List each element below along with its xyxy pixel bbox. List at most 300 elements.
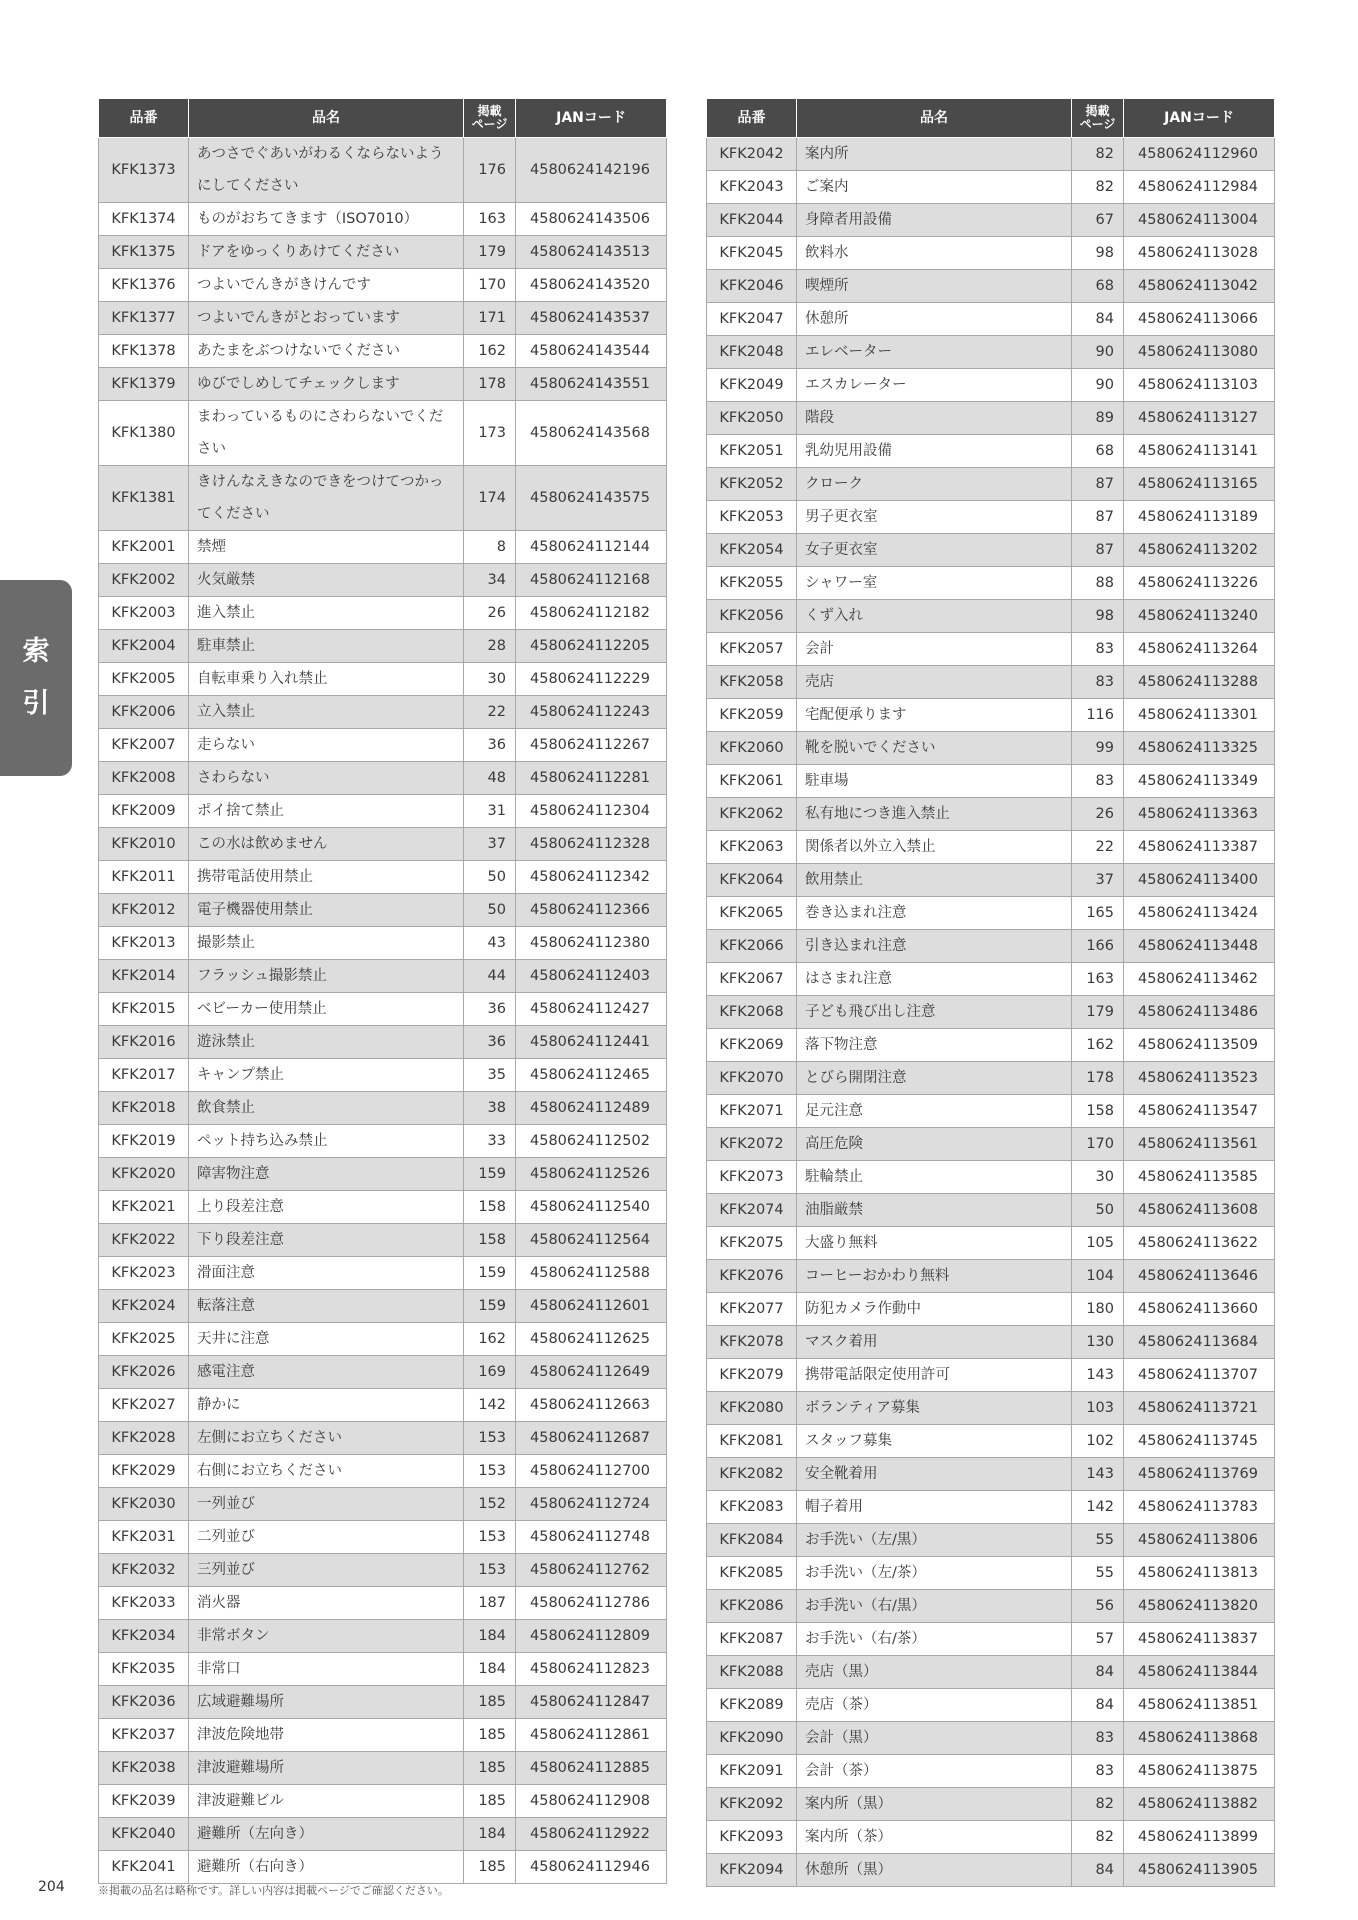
table-row — [99, 1224, 667, 1257]
item-jan: 4580624113769 — [1124, 1458, 1275, 1491]
item-name: 携帯電話限定使用許可 — [797, 1359, 1072, 1392]
item-jan: 4580624143537 — [516, 302, 667, 335]
item-code: KFK2009 — [99, 795, 189, 828]
item-page: 185 — [464, 1719, 516, 1752]
item-jan: 4580624113400 — [1124, 864, 1275, 897]
item-jan: 4580624142196 — [516, 138, 667, 203]
item-code: KFK2015 — [99, 993, 189, 1026]
item-jan: 4580624112465 — [516, 1059, 667, 1092]
table-header-row — [99, 99, 667, 138]
side-tab-char-2: 引 — [22, 688, 50, 719]
item-page: 130 — [1072, 1326, 1124, 1359]
item-page: 143 — [1072, 1458, 1124, 1491]
item-code: KFK2074 — [707, 1194, 797, 1227]
item-jan: 4580624112786 — [516, 1587, 667, 1620]
table-row — [707, 1557, 1275, 1590]
table-row — [99, 795, 667, 828]
table-row — [707, 831, 1275, 864]
item-name: 油脂厳禁 — [797, 1194, 1072, 1227]
item-jan: 4580624113066 — [1124, 303, 1275, 336]
table-row — [99, 368, 667, 401]
table-row — [707, 1524, 1275, 1557]
item-page: 180 — [1072, 1293, 1124, 1326]
item-page: 98 — [1072, 237, 1124, 270]
item-code: KFK2052 — [707, 468, 797, 501]
item-name: 靴を脱いでください — [797, 732, 1072, 765]
table-row — [707, 699, 1275, 732]
table-row — [99, 1356, 667, 1389]
item-page: 184 — [464, 1653, 516, 1686]
table-row — [99, 1455, 667, 1488]
item-name: 男子更衣室 — [797, 501, 1072, 534]
item-page: 184 — [464, 1818, 516, 1851]
table-row — [707, 336, 1275, 369]
table-row — [707, 1260, 1275, 1293]
item-page: 158 — [1072, 1095, 1124, 1128]
table-row — [707, 468, 1275, 501]
table-row — [99, 401, 667, 466]
item-page: 22 — [464, 696, 516, 729]
item-code: KFK2080 — [707, 1392, 797, 1425]
item-code: KFK2057 — [707, 633, 797, 666]
item-name: 駐車場 — [797, 765, 1072, 798]
item-page: 57 — [1072, 1623, 1124, 1656]
item-code: KFK1378 — [99, 335, 189, 368]
item-jan: 4580624143513 — [516, 236, 667, 269]
header-name: 品名 — [189, 99, 464, 138]
item-jan: 4580624112564 — [516, 1224, 667, 1257]
item-name: 下り段差注意 — [189, 1224, 464, 1257]
item-jan: 4580624112144 — [516, 531, 667, 564]
table-row — [99, 236, 667, 269]
item-name: お手洗い（左/茶） — [797, 1557, 1072, 1590]
item-code: KFK2093 — [707, 1821, 797, 1854]
item-jan: 4580624113448 — [1124, 930, 1275, 963]
item-name: 避難所（右向き） — [189, 1851, 464, 1884]
item-code: KFK2011 — [99, 861, 189, 894]
item-name: 津波避難場所 — [189, 1752, 464, 1785]
item-name: 巻き込まれ注意 — [797, 897, 1072, 930]
item-name: 撮影禁止 — [189, 927, 464, 960]
item-jan: 4580624112168 — [516, 564, 667, 597]
table-row — [99, 1554, 667, 1587]
item-name: 自転車乗り入れ禁止 — [189, 663, 464, 696]
item-jan: 4580624143506 — [516, 203, 667, 236]
item-page: 98 — [1072, 600, 1124, 633]
item-jan: 4580624113837 — [1124, 1623, 1275, 1656]
index-table-right — [706, 98, 1275, 1887]
item-jan: 4580624113882 — [1124, 1788, 1275, 1821]
item-jan: 4580624112380 — [516, 927, 667, 960]
item-page: 83 — [1072, 633, 1124, 666]
table-row — [707, 501, 1275, 534]
table-row — [707, 270, 1275, 303]
table-row — [707, 138, 1275, 171]
table-row — [99, 1191, 667, 1224]
item-page: 169 — [464, 1356, 516, 1389]
item-page: 34 — [464, 564, 516, 597]
item-jan: 4580624113363 — [1124, 798, 1275, 831]
item-jan: 4580624113028 — [1124, 237, 1275, 270]
item-code: KFK2026 — [99, 1356, 189, 1389]
item-code: KFK2056 — [707, 600, 797, 633]
item-code: KFK2006 — [99, 696, 189, 729]
item-jan: 4580624113103 — [1124, 369, 1275, 402]
item-name: エレベーター — [797, 336, 1072, 369]
item-name: 非常ボタン — [189, 1620, 464, 1653]
item-name: 感電注意 — [189, 1356, 464, 1389]
item-page: 83 — [1072, 1755, 1124, 1788]
item-page: 116 — [1072, 699, 1124, 732]
item-page: 31 — [464, 795, 516, 828]
table-row — [99, 960, 667, 993]
item-page: 162 — [1072, 1029, 1124, 1062]
item-name: 三列並び — [189, 1554, 464, 1587]
table-row — [707, 1821, 1275, 1854]
item-name: コーヒーおかわり無料 — [797, 1260, 1072, 1293]
item-name: 売店（黒） — [797, 1656, 1072, 1689]
item-jan: 4580624112526 — [516, 1158, 667, 1191]
table-row — [99, 762, 667, 795]
item-code: KFK2002 — [99, 564, 189, 597]
item-page: 158 — [464, 1224, 516, 1257]
table-row — [707, 534, 1275, 567]
item-page: 30 — [464, 663, 516, 696]
item-jan: 4580624112489 — [516, 1092, 667, 1125]
item-jan: 4580624113349 — [1124, 765, 1275, 798]
item-page: 185 — [464, 1851, 516, 1884]
header-code: 品番 — [99, 99, 189, 138]
item-name: 売店（茶） — [797, 1689, 1072, 1722]
item-page: 178 — [1072, 1062, 1124, 1095]
item-name: お手洗い（左/黒） — [797, 1524, 1072, 1557]
table-row — [707, 930, 1275, 963]
item-jan: 4580624143544 — [516, 335, 667, 368]
table-row — [707, 204, 1275, 237]
item-code: KFK1380 — [99, 401, 189, 466]
item-code: KFK2061 — [707, 765, 797, 798]
item-jan: 4580624113660 — [1124, 1293, 1275, 1326]
item-name: シャワー室 — [797, 567, 1072, 600]
item-name: 飲料水 — [797, 237, 1072, 270]
header-jan: JANコード — [1124, 99, 1275, 138]
item-name: 禁煙 — [189, 531, 464, 564]
item-jan: 4580624113240 — [1124, 600, 1275, 633]
item-jan: 4580624112427 — [516, 993, 667, 1026]
item-name: 落下物注意 — [797, 1029, 1072, 1062]
item-code: KFK2008 — [99, 762, 189, 795]
item-code: KFK2050 — [707, 402, 797, 435]
item-code: KFK2079 — [707, 1359, 797, 1392]
item-name: 身障者用設備 — [797, 204, 1072, 237]
index-side-tab[interactable] — [0, 580, 72, 776]
item-name: 女子更衣室 — [797, 534, 1072, 567]
item-code: KFK2065 — [707, 897, 797, 930]
table-row — [707, 1854, 1275, 1887]
item-code: KFK2048 — [707, 336, 797, 369]
item-code: KFK2005 — [99, 663, 189, 696]
item-jan: 4580624113899 — [1124, 1821, 1275, 1854]
item-page: 87 — [1072, 501, 1124, 534]
table-row — [99, 1125, 667, 1158]
item-code: KFK2090 — [707, 1722, 797, 1755]
table-row — [707, 1227, 1275, 1260]
item-code: KFK2040 — [99, 1818, 189, 1851]
item-page: 142 — [1072, 1491, 1124, 1524]
item-page: 38 — [464, 1092, 516, 1125]
item-page: 179 — [464, 236, 516, 269]
item-name: 非常口 — [189, 1653, 464, 1686]
item-code: KFK2003 — [99, 597, 189, 630]
item-name: ペット持ち込み禁止 — [189, 1125, 464, 1158]
table-row — [99, 531, 667, 564]
item-jan: 4580624112182 — [516, 597, 667, 630]
item-jan: 4580624112687 — [516, 1422, 667, 1455]
item-jan: 4580624113288 — [1124, 666, 1275, 699]
item-code: KFK2073 — [707, 1161, 797, 1194]
item-page: 37 — [464, 828, 516, 861]
item-name: あたまをぶつけないでください — [189, 335, 464, 368]
item-page: 87 — [1072, 534, 1124, 567]
item-jan: 4580624113684 — [1124, 1326, 1275, 1359]
item-jan: 4580624113165 — [1124, 468, 1275, 501]
item-name: 会計（茶） — [797, 1755, 1072, 1788]
item-page: 103 — [1072, 1392, 1124, 1425]
item-name: ものがおちてきます（ISO7010） — [189, 203, 464, 236]
item-jan: 4580624113561 — [1124, 1128, 1275, 1161]
item-code: KFK1379 — [99, 368, 189, 401]
item-code: KFK1373 — [99, 138, 189, 203]
item-page: 43 — [464, 927, 516, 960]
item-jan: 4580624112304 — [516, 795, 667, 828]
item-jan: 4580624113264 — [1124, 633, 1275, 666]
item-jan: 4580624113813 — [1124, 1557, 1275, 1590]
item-name: 一列並び — [189, 1488, 464, 1521]
item-name: キャンプ禁止 — [189, 1059, 464, 1092]
item-page: 184 — [464, 1620, 516, 1653]
item-code: KFK2091 — [707, 1755, 797, 1788]
item-page: 88 — [1072, 567, 1124, 600]
table-row — [707, 1458, 1275, 1491]
item-name: 売店 — [797, 666, 1072, 699]
item-name: 会計（黒） — [797, 1722, 1072, 1755]
item-jan: 4580624113189 — [1124, 501, 1275, 534]
item-name: ドアをゆっくりあけてください — [189, 236, 464, 269]
item-jan: 4580624112847 — [516, 1686, 667, 1719]
item-page: 83 — [1072, 765, 1124, 798]
item-name: 天井に注意 — [189, 1323, 464, 1356]
table-row — [707, 435, 1275, 468]
item-code: KFK2032 — [99, 1554, 189, 1587]
item-page: 102 — [1072, 1425, 1124, 1458]
item-jan: 4580624112984 — [1124, 171, 1275, 204]
item-code: KFK2092 — [707, 1788, 797, 1821]
item-code: KFK2018 — [99, 1092, 189, 1125]
table-row — [99, 1686, 667, 1719]
item-jan: 4580624113585 — [1124, 1161, 1275, 1194]
item-code: KFK1375 — [99, 236, 189, 269]
table-row — [99, 1587, 667, 1620]
table-row — [99, 663, 667, 696]
item-page: 185 — [464, 1686, 516, 1719]
item-page: 153 — [464, 1521, 516, 1554]
item-page: 83 — [1072, 666, 1124, 699]
header-page: 掲載 ページ — [464, 99, 516, 138]
item-jan: 4580624112663 — [516, 1389, 667, 1422]
item-jan: 4580624113080 — [1124, 336, 1275, 369]
item-code: KFK2013 — [99, 927, 189, 960]
item-jan: 4580624113806 — [1124, 1524, 1275, 1557]
table-row — [99, 597, 667, 630]
item-jan: 4580624113646 — [1124, 1260, 1275, 1293]
table-row — [99, 828, 667, 861]
table-row — [707, 237, 1275, 270]
item-code: KFK2078 — [707, 1326, 797, 1359]
item-name: 携帯電話使用禁止 — [189, 861, 464, 894]
item-code: KFK2054 — [707, 534, 797, 567]
table-row — [99, 894, 667, 927]
item-jan: 4580624112748 — [516, 1521, 667, 1554]
item-page: 84 — [1072, 1854, 1124, 1887]
item-page: 44 — [464, 960, 516, 993]
item-code: KFK2024 — [99, 1290, 189, 1323]
item-code: KFK2089 — [707, 1689, 797, 1722]
item-code: KFK2041 — [99, 1851, 189, 1884]
item-code: KFK2066 — [707, 930, 797, 963]
item-page: 142 — [464, 1389, 516, 1422]
table-row — [707, 1128, 1275, 1161]
item-page: 105 — [1072, 1227, 1124, 1260]
item-page: 171 — [464, 302, 516, 335]
item-name: きけんなえきなのできをつけてつかってください — [189, 466, 464, 531]
item-code: KFK2007 — [99, 729, 189, 762]
item-name: 津波避難ビル — [189, 1785, 464, 1818]
table-row — [707, 1194, 1275, 1227]
item-jan: 4580624113851 — [1124, 1689, 1275, 1722]
item-page: 90 — [1072, 369, 1124, 402]
item-name: 子ども飛び出し注意 — [797, 996, 1072, 1029]
item-page: 158 — [464, 1191, 516, 1224]
table-row — [707, 1392, 1275, 1425]
table-row — [707, 1029, 1275, 1062]
item-page: 84 — [1072, 1656, 1124, 1689]
item-code: KFK2064 — [707, 864, 797, 897]
item-page: 187 — [464, 1587, 516, 1620]
item-name: 階段 — [797, 402, 1072, 435]
item-page: 89 — [1072, 402, 1124, 435]
table-row — [707, 1689, 1275, 1722]
table-row — [99, 993, 667, 1026]
item-page: 22 — [1072, 831, 1124, 864]
table-row — [707, 765, 1275, 798]
item-page: 30 — [1072, 1161, 1124, 1194]
item-name: 休憩所（黒） — [797, 1854, 1072, 1887]
item-page: 8 — [464, 531, 516, 564]
item-page: 185 — [464, 1785, 516, 1818]
item-name: ポイ捨て禁止 — [189, 795, 464, 828]
item-code: KFK2070 — [707, 1062, 797, 1095]
item-code: KFK2083 — [707, 1491, 797, 1524]
item-name: フラッシュ撮影禁止 — [189, 960, 464, 993]
table-row — [99, 302, 667, 335]
item-name: 高圧危険 — [797, 1128, 1072, 1161]
item-page: 84 — [1072, 1689, 1124, 1722]
item-code: KFK2076 — [707, 1260, 797, 1293]
item-jan: 4580624113868 — [1124, 1722, 1275, 1755]
item-page: 165 — [1072, 897, 1124, 930]
index-table-left — [98, 98, 667, 1884]
item-name: 会計 — [797, 633, 1072, 666]
item-page: 143 — [1072, 1359, 1124, 1392]
table-row — [707, 1326, 1275, 1359]
table-row — [99, 335, 667, 368]
item-jan: 4580624113387 — [1124, 831, 1275, 864]
table-row — [99, 1290, 667, 1323]
item-code: KFK2071 — [707, 1095, 797, 1128]
item-page: 68 — [1072, 435, 1124, 468]
item-page: 55 — [1072, 1557, 1124, 1590]
item-name: お手洗い（右/黒） — [797, 1590, 1072, 1623]
item-code: KFK2069 — [707, 1029, 797, 1062]
item-code: KFK2001 — [99, 531, 189, 564]
table-row — [99, 1158, 667, 1191]
item-code: KFK2051 — [707, 435, 797, 468]
item-code: KFK2012 — [99, 894, 189, 927]
item-page: 162 — [464, 1323, 516, 1356]
item-name: 引き込まれ注意 — [797, 930, 1072, 963]
table-row — [707, 1425, 1275, 1458]
table-row — [99, 1719, 667, 1752]
table-row — [707, 1161, 1275, 1194]
item-name: くず入れ — [797, 600, 1072, 633]
item-jan: 4580624113462 — [1124, 963, 1275, 996]
item-code: KFK2033 — [99, 1587, 189, 1620]
item-page: 159 — [464, 1290, 516, 1323]
item-jan: 4580624112502 — [516, 1125, 667, 1158]
table-row — [99, 269, 667, 302]
item-page: 26 — [1072, 798, 1124, 831]
item-page: 178 — [464, 368, 516, 401]
item-name: 宅配便承ります — [797, 699, 1072, 732]
item-name: ボランティア募集 — [797, 1392, 1072, 1425]
item-jan: 4580624143568 — [516, 401, 667, 466]
item-name: 消火器 — [189, 1587, 464, 1620]
table-row — [99, 564, 667, 597]
header-jan: JANコード — [516, 99, 667, 138]
item-jan: 4580624112762 — [516, 1554, 667, 1587]
table-row — [707, 1359, 1275, 1392]
item-code: KFK2081 — [707, 1425, 797, 1458]
item-code: KFK2029 — [99, 1455, 189, 1488]
item-jan: 4580624113523 — [1124, 1062, 1275, 1095]
item-jan: 4580624112267 — [516, 729, 667, 762]
item-name: 静かに — [189, 1389, 464, 1422]
item-name: 転落注意 — [189, 1290, 464, 1323]
item-code: KFK2049 — [707, 369, 797, 402]
item-code: KFK2021 — [99, 1191, 189, 1224]
item-name: 電子機器使用禁止 — [189, 894, 464, 927]
item-page: 33 — [464, 1125, 516, 1158]
item-name: 案内所 — [797, 138, 1072, 171]
item-page: 90 — [1072, 336, 1124, 369]
item-name: 飲食禁止 — [189, 1092, 464, 1125]
item-jan: 4580624113202 — [1124, 534, 1275, 567]
item-page: 173 — [464, 401, 516, 466]
side-tab-char-1: 索 — [22, 636, 50, 667]
table-row — [99, 203, 667, 236]
header-code: 品番 — [707, 99, 797, 138]
table-row — [707, 600, 1275, 633]
